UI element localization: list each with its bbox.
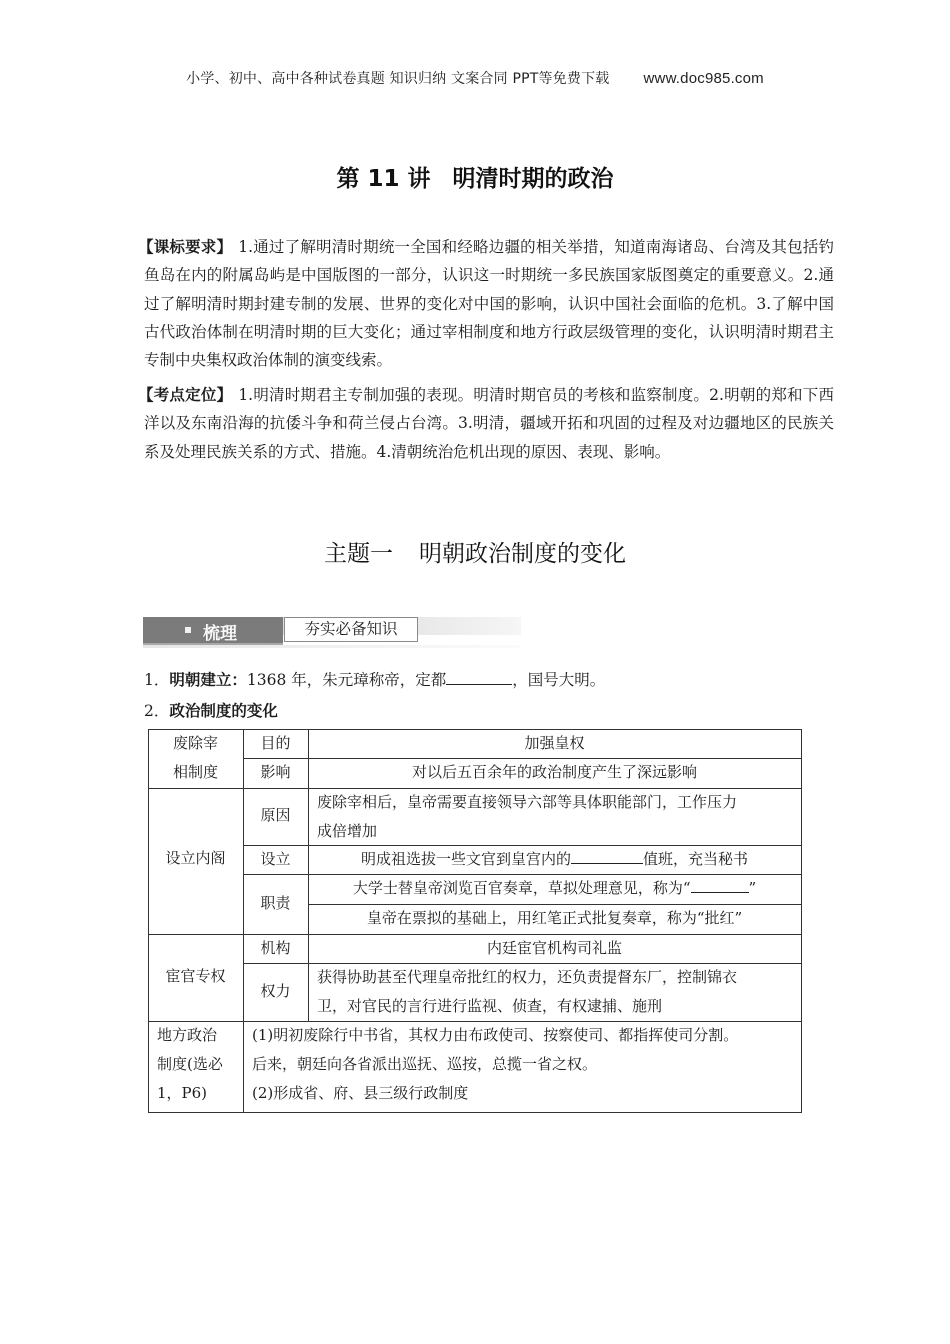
political-system-table [148, 729, 801, 1112]
key-points-tag: 【考点定位】 [138, 386, 233, 404]
requirements-tag: 【课标要求】 [138, 238, 233, 256]
row-head-eunuch-power: 宦官专权 [165, 967, 226, 985]
requirements-text: 1.通过了解明清时期统一全国和经略边疆的相关举措，知道南海诸岛、台湾及其包括钓鱼岛在内的附属岛屿是中国版图的一部分，认识这一时期统一多民族国家版图奠定的重要意义。2.通过了解明清时期封建专制的发展、世界的变化对中国的影响，认识中国社会面临的危机。3.了解中国古代政治体制在明清时期的巨大变化；通过宰相制度和地方行政层级管理的变化，认识明清时期君主专制中央集权政治体制的演变线索。 [144, 238, 834, 370]
row-head-cabinet: 设立内阁 [165, 849, 226, 867]
sub-head-duty: 职责 [260, 894, 291, 912]
fill-blank-palace-hall[interactable] [571, 847, 643, 864]
fill-blank-capital[interactable] [446, 668, 512, 685]
value-duty-approve: 皇帝在票拟的基础上，用红笔正式批复奏章，称为“批红” [366, 909, 743, 927]
lecture-number: 第 11 讲 [336, 166, 431, 192]
value-line: 获得协助甚至代理皇帝批红的权力，还负责提督东厂，控制锦衣 [317, 968, 738, 986]
row-head-local-system [157, 1021, 243, 1108]
page-header [0, 68, 950, 88]
value-text-end: ” [748, 879, 757, 897]
sub-head-reason: 原因 [260, 806, 291, 824]
row-head-abolish-chancellor [148, 729, 243, 788]
section-name: 明朝政治制度的变化 [419, 541, 626, 567]
lecture-topic: 明清时期的政治 [452, 166, 614, 192]
value-purpose: 加强皇权 [524, 734, 585, 752]
value-institution: 内廷宦官机构司礼监 [486, 939, 622, 957]
row-head-line: 地方政治 [157, 1026, 218, 1044]
value-impact: 对以后五百余年的政治制度产生了深远影响 [411, 763, 697, 781]
item-number: 1． [144, 671, 170, 689]
value-line: 后来，朝廷向各省派出巡抚、巡按，总揽一省之权。 [252, 1055, 598, 1073]
sub-head-institution: 机构 [260, 939, 291, 957]
fill-blank-draft-term[interactable] [691, 876, 749, 893]
review-banner [143, 614, 521, 648]
item-label: 明朝建立： [169, 671, 247, 689]
page-title [0, 160, 950, 193]
value-text: 大学士替皇帝浏览百官奏章，草拟处理意见，称为“ [352, 879, 691, 897]
row-head-line: 废除宰 [172, 734, 218, 752]
row-head-line: 1，P6) [157, 1084, 208, 1102]
sub-head-impact: 影响 [260, 763, 291, 781]
value-local-system [243, 1021, 801, 1108]
value-line: 卫，对官民的言行进行监视、侦查，有权逮捕、施刑 [317, 997, 663, 1015]
value-reason [308, 788, 801, 846]
item-text: 1368 年，朱元璋称帝，定都 [246, 671, 447, 689]
row-head-line: 相制度 [172, 763, 218, 781]
key-points-text: 1.明清时期君主专制加强的表现。明清时期官员的考核和监察制度。2.明朝的郑和下西洋以及东南沿海的抗倭斗争和荷兰侵占台湾。3.明清，疆域开拓和巩固的过程及对边疆地区的民族关系及处理民族关系的方式、措施。4.清朝统治危机出现的原因、表现、影响。 [144, 386, 834, 461]
value-establish [308, 845, 801, 874]
value-line: (1)明初废除行中书省，其权力由布政使司、按察使司、都指挥使司分割。 [252, 1026, 739, 1044]
item-text-end: ，国号大明。 [512, 671, 606, 689]
section-number: 主题一 [324, 541, 393, 567]
table-border-right [801, 729, 802, 1113]
item-ming-founding [144, 668, 605, 690]
value-line: 废除宰相后，皇帝需要直接领导六部等具体职能部门，工作压力 [317, 793, 738, 811]
sub-head-establish: 设立 [260, 850, 291, 868]
row-head-line: 制度(选必 [157, 1055, 223, 1073]
table-border-bottom [148, 1112, 802, 1113]
banner-label: 梳理 [203, 624, 237, 644]
item-political-changes [144, 699, 278, 721]
section-title [0, 535, 950, 568]
header-site-link[interactable]: www.doc985.com [643, 70, 764, 87]
curriculum-requirements [138, 233, 834, 374]
exam-key-points [138, 381, 834, 466]
value-line: (2)形成省、府、县三级行政制度 [252, 1084, 469, 1102]
sub-head-power: 权力 [260, 982, 291, 1000]
item-number: 2． [144, 702, 170, 720]
square-bullet-icon [185, 627, 191, 633]
item-label: 政治制度的变化 [169, 702, 278, 720]
value-duty-draft [308, 874, 801, 903]
value-text-end: 值班，充当秘书 [643, 850, 749, 868]
banner-label-block [143, 617, 283, 645]
header-text: 小学、初中、高中各种试卷真题 知识归纳 文案合同 PPT等免费下载 [186, 71, 610, 87]
sub-head-purpose: 目的 [260, 734, 291, 752]
banner-subtitle: 夯实必备知识 [284, 617, 418, 642]
value-line: 成倍增加 [317, 822, 378, 840]
value-power [308, 963, 801, 1021]
banner-divider [143, 645, 521, 648]
value-text: 明成祖选拔一些文官到皇宫内的 [360, 850, 571, 868]
